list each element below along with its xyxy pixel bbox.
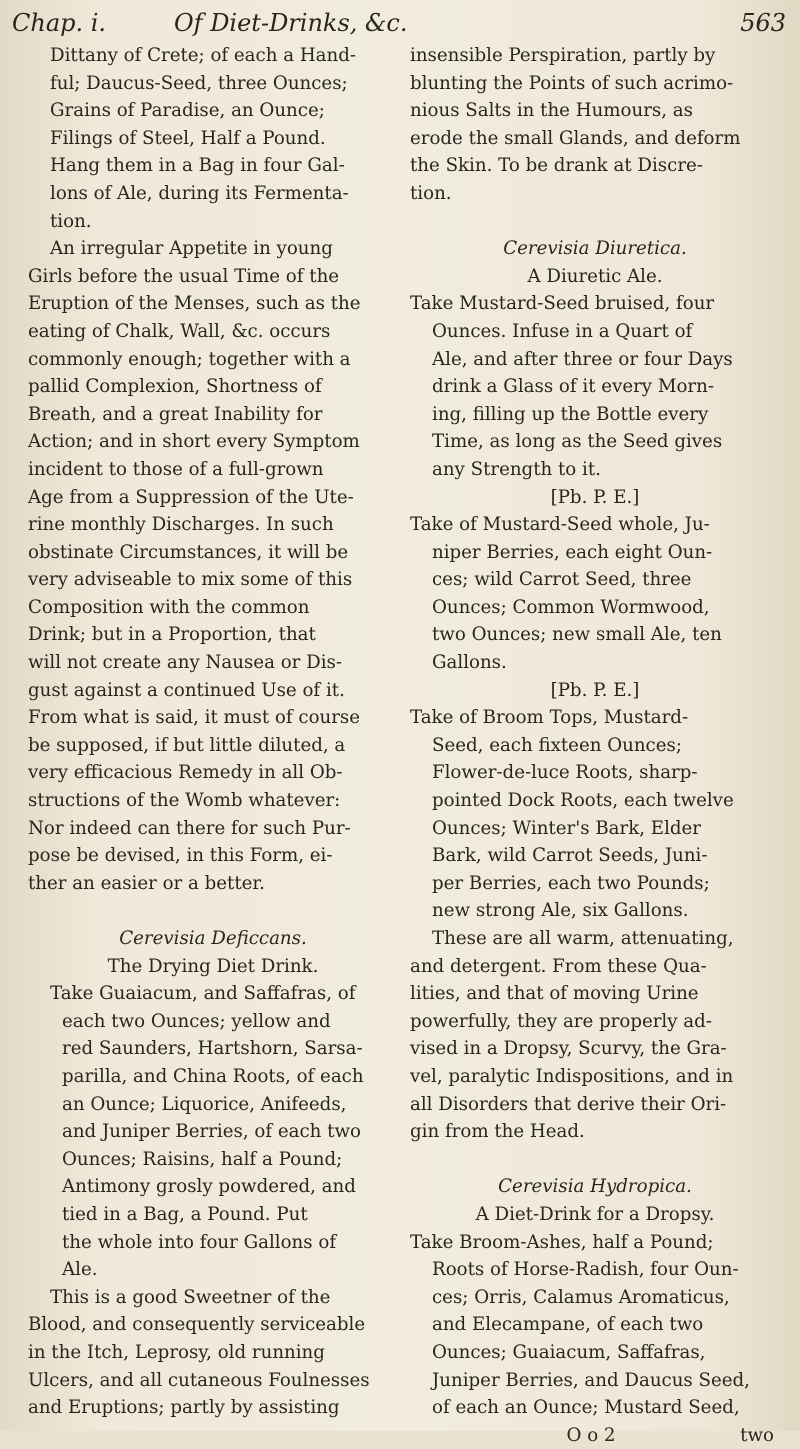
left-text-line: tied in a Bag, a Pound. Put [62,1203,308,1225]
left-text-line: tion. [50,210,92,232]
right-text-line: Ale, and after three or four Days [432,348,733,370]
left-text-line: Ale. [62,1259,98,1281]
right-text-line [410,1146,780,1174]
left-text-line: Girls before the usual Time of the [28,265,340,287]
right-text-line: vised in a Dropsy, Scurvy, the Gra- [410,1038,727,1060]
left-text-line: structions of the Womb whatever: [28,790,341,812]
right-text-line: blunting the Points of such acrimo- [410,72,734,94]
right-text-line: the Skin. To be drank at Discre- [410,155,703,177]
right-text-line: new strong Ale, six Gallons. [432,900,689,922]
right-text-column [410,42,780,1449]
right-text-line: Take of Broom Tops, Mustard- [410,707,689,729]
right-text-line: nious Salts in the Humours, as [410,100,693,122]
left-text-line: Filings of Steel, Half a Pound. [50,127,326,149]
right-text-line: ces; Orris, Calamus Aromaticus, [432,1286,730,1308]
left-text-line: Grains of Paradise, an Ounce; [50,100,325,122]
right-text-line: ces; wild Carrot Seed, three [432,569,692,591]
left-text-line: Eruption of the Menses, such as the [28,293,361,315]
right-text-line: These are all warm, attenuating, [432,928,734,949]
left-text-line: ther an easier or a better. [28,872,265,894]
left-text-line: commonly enough; together with a [28,348,351,370]
left-text-line: ful; Daucus-Seed, three Ounces; [50,72,348,94]
left-recipe-heading: Cerevisia Deficcans. [119,928,307,949]
right-text-line: and Elecampane, of each two [432,1314,704,1336]
right-recipe-subtitle: A Diet-Drink for a Dropsy. [475,1203,715,1225]
left-text-line: and Juniper Berries, of each two [62,1121,361,1143]
left-text-line: Hang them in a Bag in four Gal- [50,155,345,177]
right-text-line: Ounces. Infuse in a Quart of [432,320,693,342]
left-text-line: From what is said, it must of course [28,707,361,729]
right-pharmacopoeia-reference: [Pb. P. E.] [550,679,640,701]
left-text-line: in the Itch, Leprosy, old running [28,1341,325,1363]
right-text-line: of each an Ounce; Mustard Seed, [432,1397,740,1419]
left-text-line: the whole into four Gallons of [62,1231,337,1253]
right-text-line: tion. [410,182,452,204]
left-text-line: This is a good Sweetner of the [50,1286,331,1308]
right-text-line: Take of Mustard-Seed whole, Ju- [410,514,710,536]
left-text-line: obstinate Circumstances, it will be [28,541,349,563]
right-text-line: Ounces; Guaiacum, Saffafras, [432,1341,706,1363]
running-header [12,8,786,38]
right-text-line: per Berries, each two Pounds; [432,872,710,894]
left-text-line: eating of Chalk, Wall, &c. occurs [28,320,331,342]
left-text-line: Composition with the common [28,596,310,618]
left-text-line: Ounces; Raisins, half a Pound; [62,1148,343,1170]
left-text-line: each two Ounces; yellow and [62,1010,331,1032]
chapter-label: Chap. i. [12,9,107,37]
right-text-line: and detergent. From these Qua- [410,955,707,977]
right-text-line [410,208,780,236]
left-text-line: Ulcers, and all cutaneous Foulnesses [28,1369,370,1391]
left-text-line: will not create any Nausea or Dis- [28,652,343,674]
right-text-line: all Disorders that derive their Ori- [410,1093,727,1115]
catchword: two [740,1424,774,1446]
left-text-line: red Saunders, Hartshorn, Sarsa- [62,1038,363,1060]
right-text-line: erode the small Glands, and deform [410,127,741,149]
left-text-line: pallid Complexion, Shortness of [28,376,322,398]
right-text-line: Take Broom-Ashes, half a Pound; [410,1231,714,1253]
right-text-line: Take Mustard-Seed bruised, four [410,293,715,315]
right-text-line: Flower-de-luce Roots, sharp- [432,762,698,784]
right-text-line: Roots of Horse-Radish, four Oun- [432,1259,739,1281]
right-text-line: Ounces; Common Wormwood, [432,596,710,618]
left-text-line: very efficacious Remedy in all Ob- [28,762,343,784]
right-text-line: vel, paralytic Indispositions, and in [410,1065,734,1087]
right-text-line: pointed Dock Roots, each twelve [432,790,734,812]
right-text-line: lities, and that of moving Urine [410,983,699,1005]
right-text-line: niper Berries, each eight Oun- [432,541,713,563]
left-text-column [28,42,398,1422]
right-text-line: Juniper Berries, and Daucus Seed, [432,1369,750,1391]
left-text-line: incident to those of a full-grown [28,458,324,480]
right-text-line: powerfully, they are properly ad- [410,1010,712,1032]
signature-mark: O o 2 [566,1424,616,1446]
right-text-line: Ounces; Winter's Bark, Elder [432,817,701,839]
right-text-line: two Ounces; new small Ale, ten [432,624,722,646]
left-recipe-subtitle: The Drying Diet Drink. [107,955,319,977]
right-recipe-subtitle: A Diuretic Ale. [527,265,663,287]
left-text-line: Blood, and consequently serviceable [28,1314,366,1336]
left-text-line: pose be devised, in this Form, ei- [28,845,333,867]
left-text-line: be supposed, if but little diluted, a [28,734,346,756]
left-text-line: lons of Ale, during its Fermenta- [50,182,349,204]
right-text-line: gin from the Head. [410,1121,585,1143]
left-text-line: Age from a Suppression of the Ute- [28,486,354,508]
right-text-line: Gallons. [432,652,507,674]
page-number: 563 [740,9,786,37]
left-text-line: parilla, and China Roots, of each [62,1065,364,1087]
left-text-line: Take Guaiacum, and Saffafras, of [50,983,356,1005]
left-text-line [28,897,398,925]
right-text-line: Seed, each fixteen Ounces; [432,734,682,756]
right-text-line: drink a Glass of it every Morn- [432,376,714,398]
right-text-line: Bark, wild Carrot Seeds, Juni- [432,845,708,867]
right-recipe-heading: Cerevisia Diuretica. [503,238,687,260]
left-text-line: Antimony grosly powdered, and [62,1176,356,1198]
left-text-line: Nor indeed can there for such Pur- [28,817,351,839]
right-pharmacopoeia-reference: [Pb. P. E.] [550,486,640,508]
left-text-line: very adviseable to mix some of this [28,569,353,591]
right-text-line: Time, as long as the Seed gives [432,431,723,453]
right-recipe-heading: Cerevisia Hydropica. [498,1176,692,1198]
left-text-line: Dittany of Crete; of each a Hand- [50,45,357,66]
right-text-line: any Strength to it. [432,458,601,480]
left-text-line: an Ounce; Liquorice, Anifeeds, [62,1093,347,1115]
running-title: Of Diet-Drinks, &c. [174,9,408,37]
left-text-line: rine monthly Discharges. In such [28,514,334,536]
left-text-line: Action; and in short every Symptom [28,431,360,453]
right-text-line: insensible Perspiration, partly by [410,45,716,66]
left-text-line: and Eruptions; partly by assisting [28,1397,340,1419]
left-text-line: An irregular Appetite in young [50,238,333,260]
left-text-line: gust against a continued Use of it. [28,679,345,701]
left-text-line: Breath, and a great Inability for [28,403,323,425]
left-text-line: Drink; but in a Proportion, that [28,624,316,646]
right-text-line: ing, filling up the Bottle every [432,403,709,425]
